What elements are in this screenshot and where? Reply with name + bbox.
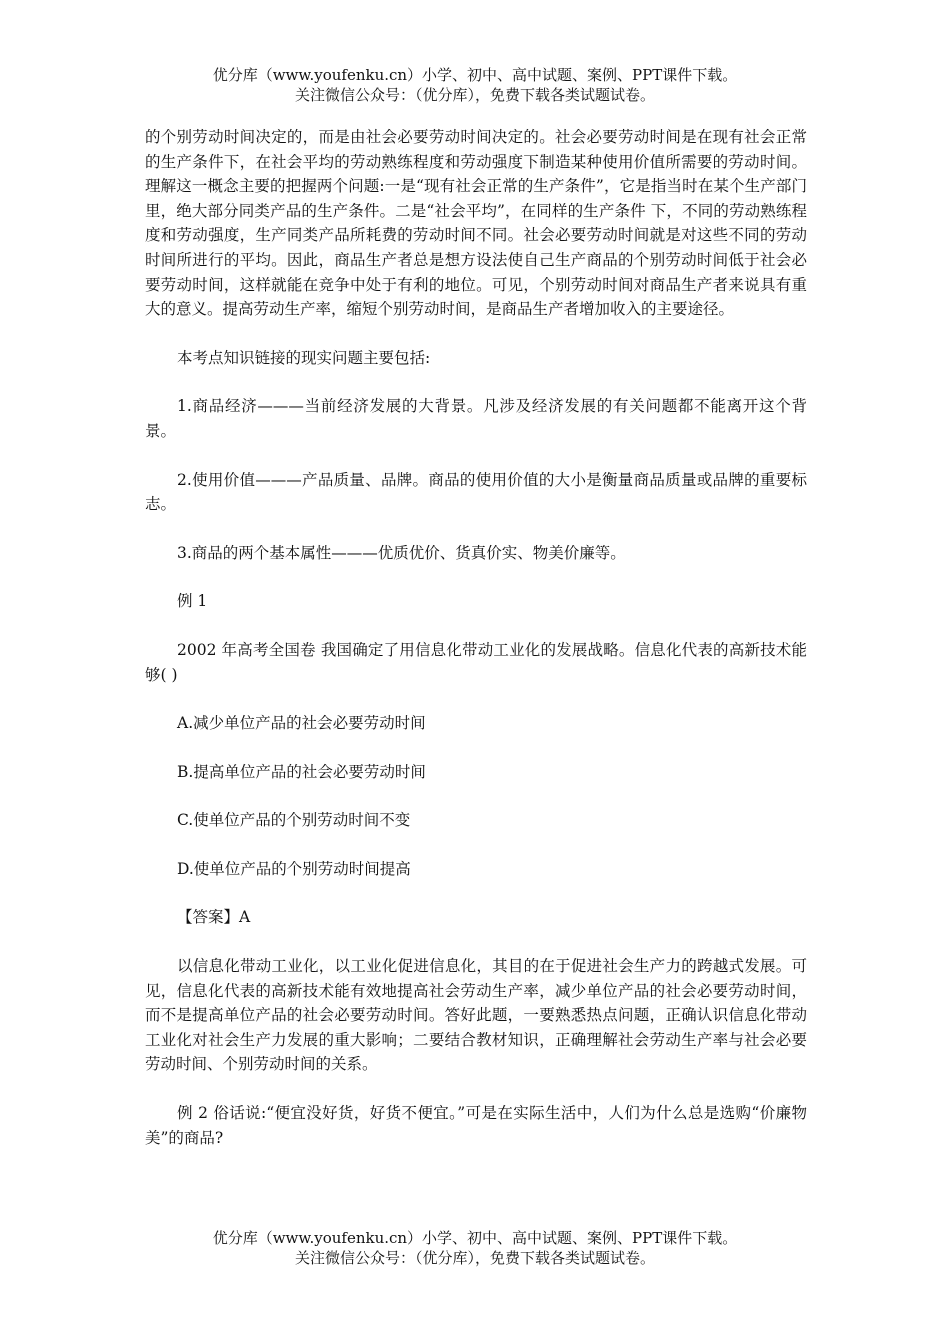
footer-line-2: 关注微信公众号：（优分库），免费下载各类试题试卷。 (294, 1249, 655, 1267)
analysis-paragraph: 以信息化带动工业化，以工业化促进信息化，其目的在于促进社会生产力的跨越式发展。可见，信息化代表的高新技术能有效地提高社会劳动生产率，减少单位产品的社会必要劳动时间，而不是提高单位产品的社会必要劳动时间。答好此题，一要熟悉热点问题，正确认识信息化带动工业化对社会生产力发展的重大影响；二要结合教材知识，正确理解社会劳动生产率与社会必要劳动时间、个别劳动时间的关系。 (145, 957, 807, 1074)
document-body (145, 125, 807, 1150)
links-intro: 本考点知识链接的现实问题主要包括: (177, 348, 431, 367)
page-footer (0, 1228, 950, 1268)
option-a: A.减少单位产品的社会必要劳动时间 (177, 714, 426, 733)
footer-line-1: 优分库（www.youfenku.cn）小学、初中、高中试题、案例、PPT课件下载。 (212, 1229, 738, 1247)
example-1-question: 2002 年高考全国卷 我国确定了用信息化带动工业化的发展战略。信息化代表的高新技术能够( ) (145, 640, 807, 684)
intro-paragraph: 的个别劳动时间决定的，而是由社会必要劳动时间决定的。社会必要劳动时间是在现有社会正常的生产条件下，在社会平均的劳动熟练程度和劳动强度下制造某种使用价值所需要的劳动时间。理解这一概念主要的把握两个问题:一是“现有社会正常的生产条件”，它是指当时在某个生产部门里，绝大部分同类产品的生产条件。二是“社会平均”，在同样的生产条件 下，不同的劳动熟练程度和劳动强度，生产同类产品所耗费的劳动时间不同。社会必要劳动时间就是对这些不同的劳动时间所进行的平均。因此，商品生产者总是想方设法使自己生产商品的个别劳动时间低于社会必要劳动时间，这样就能在竞争中处于有利的地位。可见，个别劳动时间对商品生产者来说具有重大的意义。提高劳动生产率，缩短个别劳动时间，是商品生产者增加收入的主要途径。 (145, 128, 807, 319)
option-c: C.使单位产品的个别劳动时间不变 (177, 811, 411, 830)
example-2-question: 例 2 俗话说:“便宜没好货，好货不便宜。”可是在实际生活中，人们为什么总是选购“价廉物美”的商品? (145, 1104, 807, 1147)
option-b: B.提高单位产品的社会必要劳动时间 (177, 762, 426, 781)
link-item-1: 1.商品经济———当前经济发展的大背景。凡涉及经济发展的有关问题都不能离开这个背景。 (145, 397, 807, 440)
link-item-2: 2.使用价值———产品质量、品牌。商品的使用价值的大小是衡量商品质量或品牌的重要标志。 (145, 470, 807, 514)
example-1-label: 例 1 (177, 592, 208, 611)
answer: 【答案】A (177, 908, 251, 927)
header-line-2: 关注微信公众号：（优分库），免费下载各类试题试卷。 (294, 86, 655, 104)
link-item-3: 3.商品的两个基本属性———优质优价、货真价实、物美价廉等。 (177, 543, 626, 562)
option-d: D.使单位产品的个别劳动时间提高 (177, 859, 411, 878)
header-line-1: 优分库（www.youfenku.cn）小学、初中、高中试题、案例、PPT课件下载。 (212, 66, 738, 84)
page-header (0, 65, 950, 105)
